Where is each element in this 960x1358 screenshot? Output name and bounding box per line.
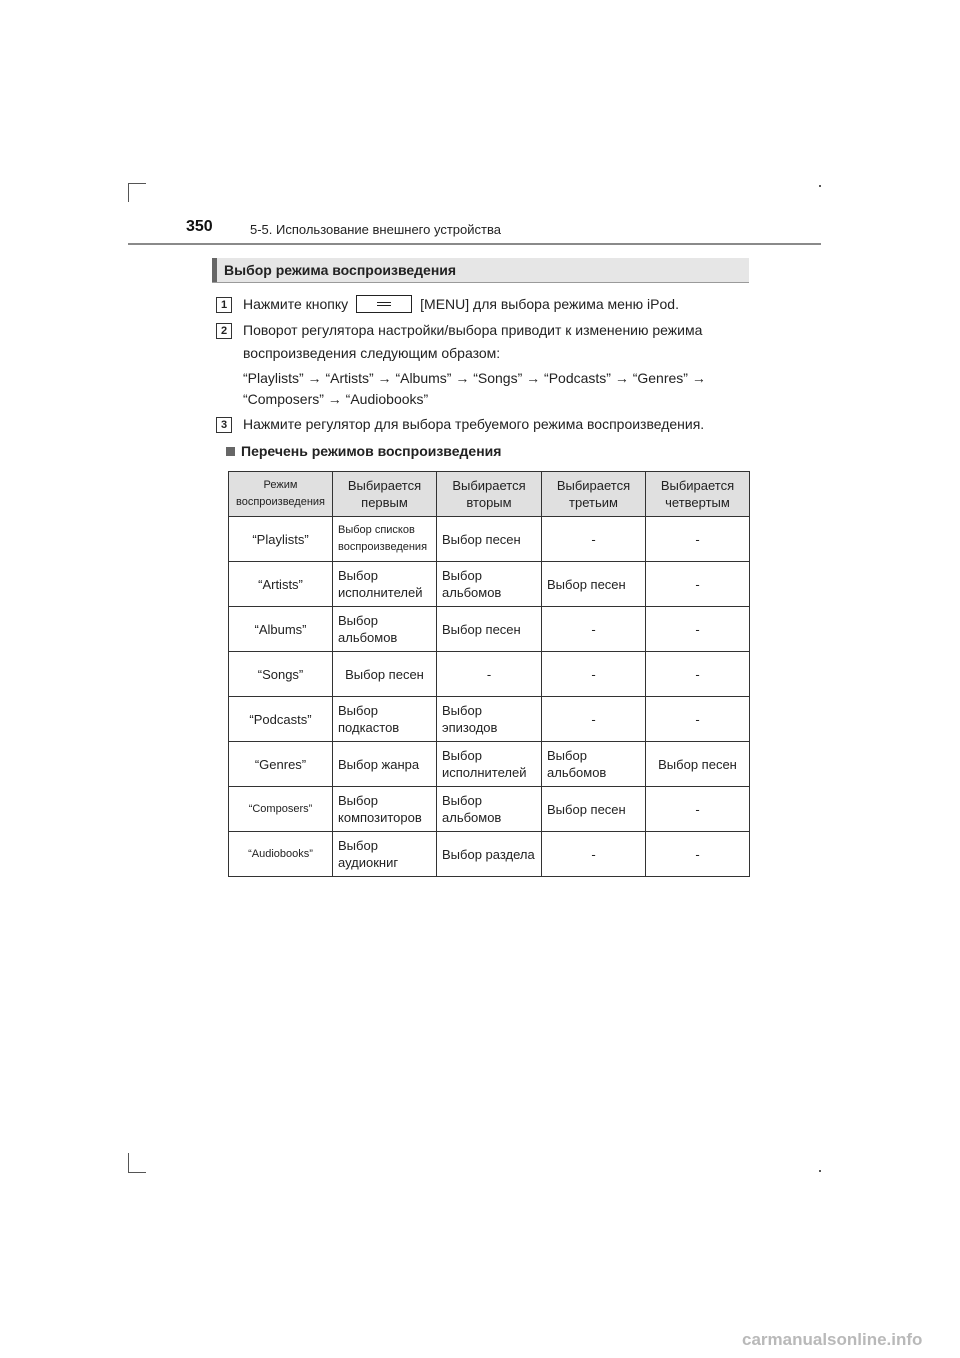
- table-row: [229, 787, 750, 832]
- table-cell: Выбор альбомов: [542, 742, 646, 787]
- table-cell: Выбор альбомов: [333, 607, 437, 652]
- table-row: [229, 652, 750, 697]
- table-cell: -: [646, 607, 750, 652]
- table-cell: -: [542, 697, 646, 742]
- table-cell: Выбор песен: [333, 652, 437, 697]
- table-cell: Выбор исполнителей: [437, 742, 542, 787]
- column-header-mode: Режим воспроизведения: [229, 472, 333, 517]
- table-cell: “Audiobooks”: [229, 832, 333, 877]
- table-heading-text: Перечень режимов воспроизведения: [241, 443, 502, 459]
- watermark: carmanualsonline.info: [742, 1330, 923, 1349]
- crop-mark-top-right: [819, 185, 821, 187]
- step-number-3: 3: [216, 417, 232, 433]
- table-cell: “Playlists”: [229, 517, 333, 562]
- table-cell: -: [437, 652, 542, 697]
- square-bullet-icon: [226, 447, 235, 456]
- table-cell: “Composers”: [229, 787, 333, 832]
- table-cell: Выбор аудиокниг: [333, 832, 437, 877]
- section-title: Выбор режима воспроизведения: [224, 262, 457, 278]
- table-cell: Выбор песен: [646, 742, 750, 787]
- playback-modes-table: [228, 471, 750, 877]
- menu-button-icon: [356, 295, 412, 313]
- table-cell: “Songs”: [229, 652, 333, 697]
- step-2-line-2: воспроизведения следующим образом:: [243, 345, 501, 361]
- table-cell: Выбор альбомов: [437, 787, 542, 832]
- table-row: [229, 607, 750, 652]
- table-cell: “Genres”: [229, 742, 333, 787]
- table-cell: “Albums”: [229, 607, 333, 652]
- column-header-first: Выбирается первым: [333, 472, 437, 517]
- table-cell: -: [646, 652, 750, 697]
- column-header-third: Выбирается третьим: [542, 472, 646, 517]
- table-cell: Выбор списков воспроизведения: [333, 517, 437, 562]
- table-cell: -: [542, 607, 646, 652]
- header-divider: [128, 243, 821, 245]
- table-cell: Выбор раздела: [437, 832, 542, 877]
- table-cell: Выбор песен: [437, 607, 542, 652]
- table-cell: -: [646, 697, 750, 742]
- table-cell: “Podcasts”: [229, 697, 333, 742]
- table-header-row: [229, 472, 750, 517]
- table-cell: Выбор песен: [542, 562, 646, 607]
- table-row: [229, 562, 750, 607]
- crop-mark-bottom-left-h: [128, 1172, 146, 1173]
- step-1-text-before: Нажмите кнопку: [243, 296, 349, 312]
- table-cell: Выбор подкастов: [333, 697, 437, 742]
- table-cell: Выбор эпизодов: [437, 697, 542, 742]
- page-number: 350: [186, 218, 213, 235]
- table-cell: Выбор жанра: [333, 742, 437, 787]
- crop-mark-bottom-right: [819, 1170, 821, 1172]
- section-accent: [212, 258, 217, 282]
- step-number-2: 2: [216, 323, 232, 339]
- step-2-line-1: Поворот регулятора настройки/выбора приводит к изменению режима: [243, 322, 703, 338]
- step-3-text: Нажмите регулятор для выбора требуемого режима воспроизведения.: [243, 416, 705, 432]
- step-1-text: [243, 296, 679, 314]
- table-cell: Выбор исполнителей: [333, 562, 437, 607]
- mode-sequence-line-2: “Composers” → “Audiobooks”: [243, 391, 429, 407]
- table-cell: “Artists”: [229, 562, 333, 607]
- table-cell: -: [646, 787, 750, 832]
- crop-mark-top-left-v: [128, 183, 129, 202]
- table-cell: -: [646, 832, 750, 877]
- mode-sequence-line-1: “Playlists” → “Artists” → “Albums” → “Songs” → “Podcasts” → “Genres” →: [243, 370, 706, 386]
- table-cell: -: [542, 652, 646, 697]
- table-cell: -: [646, 517, 750, 562]
- step-1-text-after: [MENU] для выбора режима меню iPod.: [420, 296, 679, 312]
- table-row: [229, 832, 750, 877]
- table-cell: -: [542, 517, 646, 562]
- table-row: [229, 742, 750, 787]
- crop-mark-top-left-h: [128, 183, 146, 184]
- column-header-fourth: Выбирается четвертым: [646, 472, 750, 517]
- table-row: [229, 517, 750, 562]
- table-cell: -: [646, 562, 750, 607]
- table-cell: Выбор песен: [542, 787, 646, 832]
- table-cell: -: [542, 832, 646, 877]
- crop-mark-bottom-left-v: [128, 1153, 129, 1173]
- table-cell: Выбор альбомов: [437, 562, 542, 607]
- step-number-1: 1: [216, 297, 232, 313]
- section-heading-bar: [212, 258, 749, 283]
- table-row: [229, 697, 750, 742]
- table-cell: Выбор песен: [437, 517, 542, 562]
- table-cell: Выбор композиторов: [333, 787, 437, 832]
- column-header-second: Выбирается вторым: [437, 472, 542, 517]
- table-heading: [226, 443, 501, 459]
- chapter-header: 5-5. Использование внешнего устройства: [250, 222, 501, 237]
